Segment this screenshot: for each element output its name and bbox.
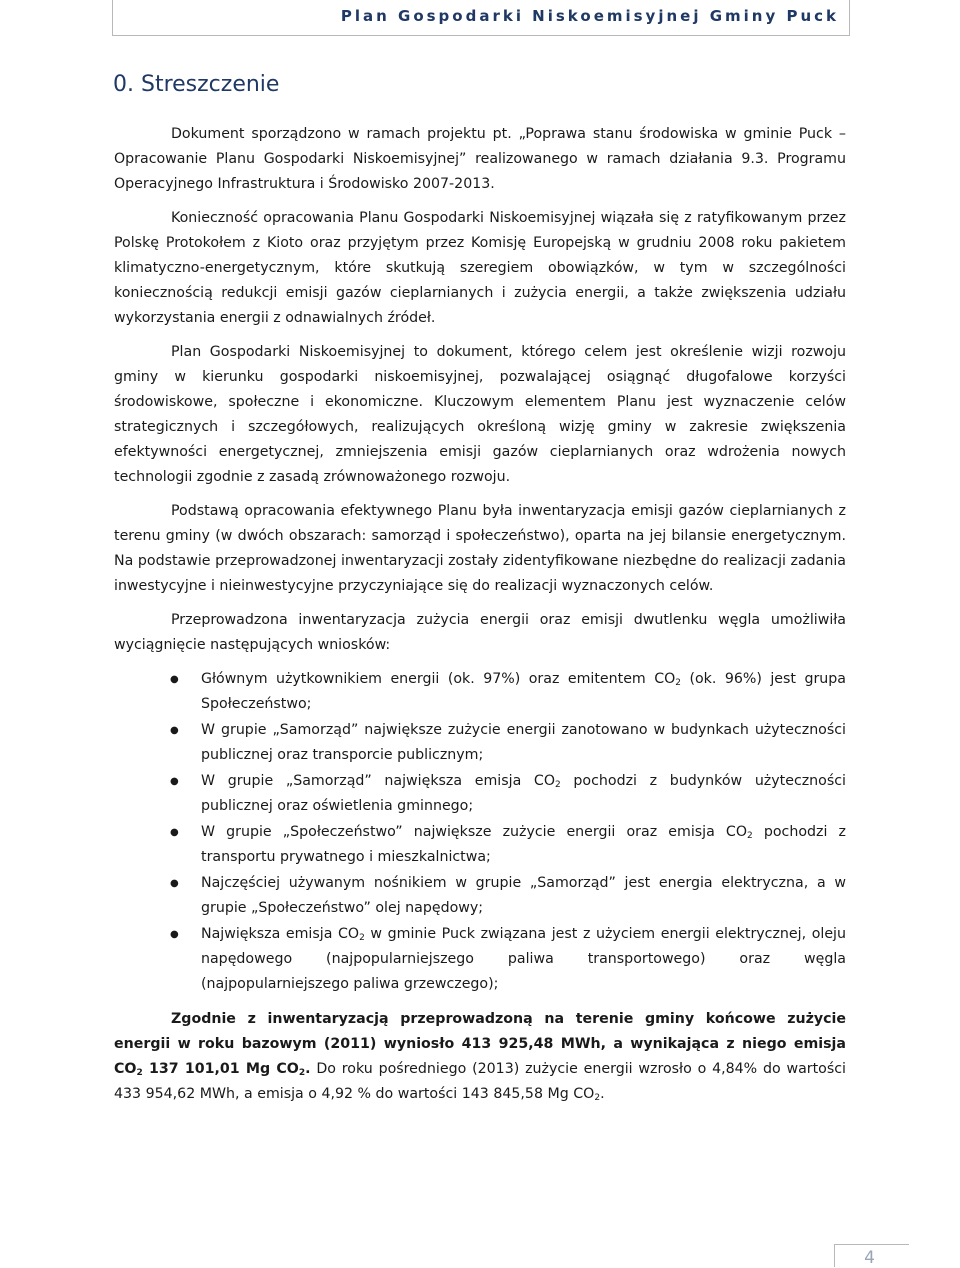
document-body [114, 122, 846, 1116]
document-title: Plan Gospodarki Niskoemisyjnej Gminy Puck [340, 7, 839, 25]
paragraph-summary: Zgodnie z inwentaryzacją przeprowadzoną na terenie gminy końcowe zużycie energii w roku bazowym (2011) wyniosło 413 925,48 MWh, a wynikająca z niego emisja $CO_2$ 137 101,01 Mg $CO_2$. Do roku pośredniego (2013) zużycie energii wzrosło o 4,84% do wartości 433 954,62 MWh, a emisja o 4,92 % do wartości 143 845,58 Mg $CO_2$. [114, 1011, 846, 1103]
paragraph-inventory-basis: Podstawą opracowania efektywnego Planu była inwentaryzacja emisji gazów cieplarnianych z terenu gminy (w dwóch obszarach: samorząd i społeczeństwo), oparta na jej bilansie energetycznym. Na podstawie przeprowadzonej inwentaryzacji zostały zidentyfikowane niezbędne do realizacji zadania inwestycyjne i nieinwestycyjne przyczyniające się do realizacji wyznaczonych celów. [114, 503, 846, 594]
list-item: ● Największa emisja $CO_2$ w gminie Puck związana jest z użyciem energii elektrycznej, oleju napędowego (najpopularniejszego paliwa transportowego) oraz węgla (najpopularniejszego paliwa grzewczego); [201, 922, 846, 997]
list-item: ● W grupie „Samorząd” największe zużycie energii zanotowano w budynkach użyteczności publicznej oraz transporcie publicznym; [201, 718, 846, 768]
list-item: ● W grupie „Samorząd” największa emisja $CO_2$ pochodzi z budynków użyteczności publicznej oraz oświetlenia gminnego; [201, 769, 846, 819]
paragraph-plan-definition: Plan Gospodarki Niskoemisyjnej to dokument, którego celem jest określenie wizji rozwoju gminy w kierunku gospodarki niskoemisyjnej, pozwalającej osiągnąć długofalowe korzyści środowiskowe, społeczne i ekonomiczne. Kluczowym elementem Planu jest wyznaczenie celów strategicznych i szczegółowych, realizujących określoną wizję gminy w zakresie zwiększenia efektywności energetycznej, zmniejszenia emisji gazów cieplarnianych oraz wdrożenia nowych technologii zgodnie z zasadą zrównoważonego rozwoju. [114, 344, 846, 485]
paragraph-necessity: Konieczność opracowania Planu Gospodarki Niskoemisyjnej wiązała się z ratyfikowanym przez Polskę Protokołem z Kioto oraz przyjętym przez Komisję Europejską w grudniu 2008 roku pakietem klimatyczno-energetycznym, które skutkują szeregiem obowiązków, w tym w szczególności koniecznością redukcji emisji gazów cieplarnianych i zużycia energii, a także zwiększenia udziału wykorzystania energii z odnawialnych źródeł. [114, 210, 846, 326]
list-item: ● Głównym użytkownikiem energii (ok. 97%) oraz emitentem $CO_2$ (ok. 96%) jest grupa Społeczeństwo; [201, 667, 846, 717]
paragraph-conclusions-intro: Przeprowadzona inwentaryzacja zużycia energii oraz emisji dwutlenku węgla umożliwiła wyciągnięcie następujących wniosków: [114, 612, 846, 653]
paragraph-project-info: Dokument sporządzono w ramach projektu pt. „Poprawa stanu środowiska w gminie Puck – Opracowanie Planu Gospodarki Niskoemisyjnej” realizowanego w ramach działania 9.3. Programu Operacyjnego Infrastruktura i Środowisko 2007-2013. [114, 126, 846, 192]
list-item: ● W grupie „Społeczeństwo” największe zużycie energii oraz emisja $CO_2$ pochodzi z transportu prywatnego i mieszkalnictwa; [201, 820, 846, 870]
page-header [112, 0, 850, 36]
conclusions-list [114, 667, 846, 997]
list-item: ● Najczęściej używanym nośnikiem w grupie „Samorząd” jest energia elektryczna, a w grupie „Społeczeństwo” olej napędowy; [201, 871, 846, 921]
page-number-box [834, 1244, 909, 1267]
section-heading: 0. Streszczenie [113, 72, 280, 97]
page-number: 4 [864, 1248, 875, 1268]
